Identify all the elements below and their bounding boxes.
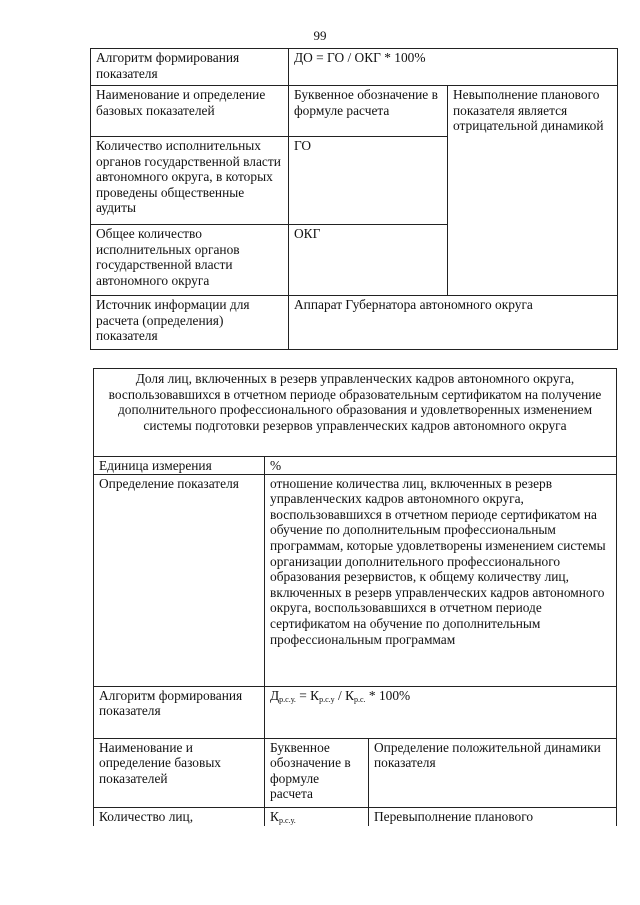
dynamics-definition: Невыполнение планового показателя является отрицательной динамикой [448,86,618,296]
row-dynamics: Перевыполнение планового [369,807,617,826]
formula-div: / [334,687,346,703]
base-indicator-persons: Количество лиц, [94,807,265,826]
algorithm-formula: ДО = ГО / ОКГ * 100% [289,49,618,86]
indicator-table-audits [90,48,618,350]
base-indicators-label: Наименование и определение базовых показателей [94,738,265,807]
algorithm-label: Алгоритм формирования показателя [94,686,265,738]
formula-num-sub: р.с.у [319,694,335,704]
indicator-title: Доля лиц, включенных в резерв управленческих кадров автономного округа, воспользовавшихся в отчетном периоде образовательным сертификатом на получение дополнительного профессионального образования и удовлетворенных изменением системы подготовки резервов управленческих кадров автономного округа [94,369,617,457]
indicator-table-reserve [93,368,617,826]
code-krsu-main: К [270,808,279,824]
base-indicator-audited-organs: Количество исполнительных органов государственной власти автономного округа, в которых проведены общественные аудиты [91,137,289,225]
base-indicators-label: Наименование и определение базовых показателей [91,86,289,137]
definition-label: Определение показателя [94,474,265,686]
code-krsu [265,807,369,826]
letter-designation-label: Буквенное обозначение в формуле расчета [265,738,369,807]
formula-eq: = [295,687,311,703]
positive-dynamics-label: Определение положительной динамики показателя [369,738,617,807]
unit-value: % [265,457,617,475]
page-number: 99 [313,28,327,43]
formula-lhs-sub: р.с.у. [279,694,296,704]
definition-value: отношение количества лиц, включенных в резерв управленческих кадров автономного округа, воспользовавшихся в отчетном периоде сертификатом на обучение по дополнительным профессиональным программам, которые удовлетворены изменением системы организации дополнительного профессионального образования резервистов, к общему количеству лиц, включенных в резерв управленческих кадров автономного округа, воспользовавшихся в отчетном периоде сертификатом на обучение по дополнительным профессиональным программам [265,474,617,686]
base-indicator-total-organs: Общее количество исполнительных органов государственной власти автономного округа [91,225,289,296]
code-krsu-sub: р.с.у. [278,815,296,825]
formula-lhs: Д [270,687,280,703]
formula-tail: * 100% [365,687,411,703]
formula-num: К [310,687,320,703]
code-go: ГО [289,137,448,225]
code-okg: ОКГ [289,225,448,296]
formula-den: К [345,687,354,703]
formula-den-sub: р.с. [354,694,366,704]
algorithm-label: Алгоритм формирования показателя [91,49,289,86]
source-value: Аппарат Губернатора автономного округа [289,296,618,350]
letter-designation-label: Буквенное обозначение в формуле расчета [289,86,448,137]
algorithm-formula [265,686,617,738]
unit-label: Единица измерения [94,457,265,475]
source-label: Источник информации для расчета (определения) показателя [91,296,289,350]
